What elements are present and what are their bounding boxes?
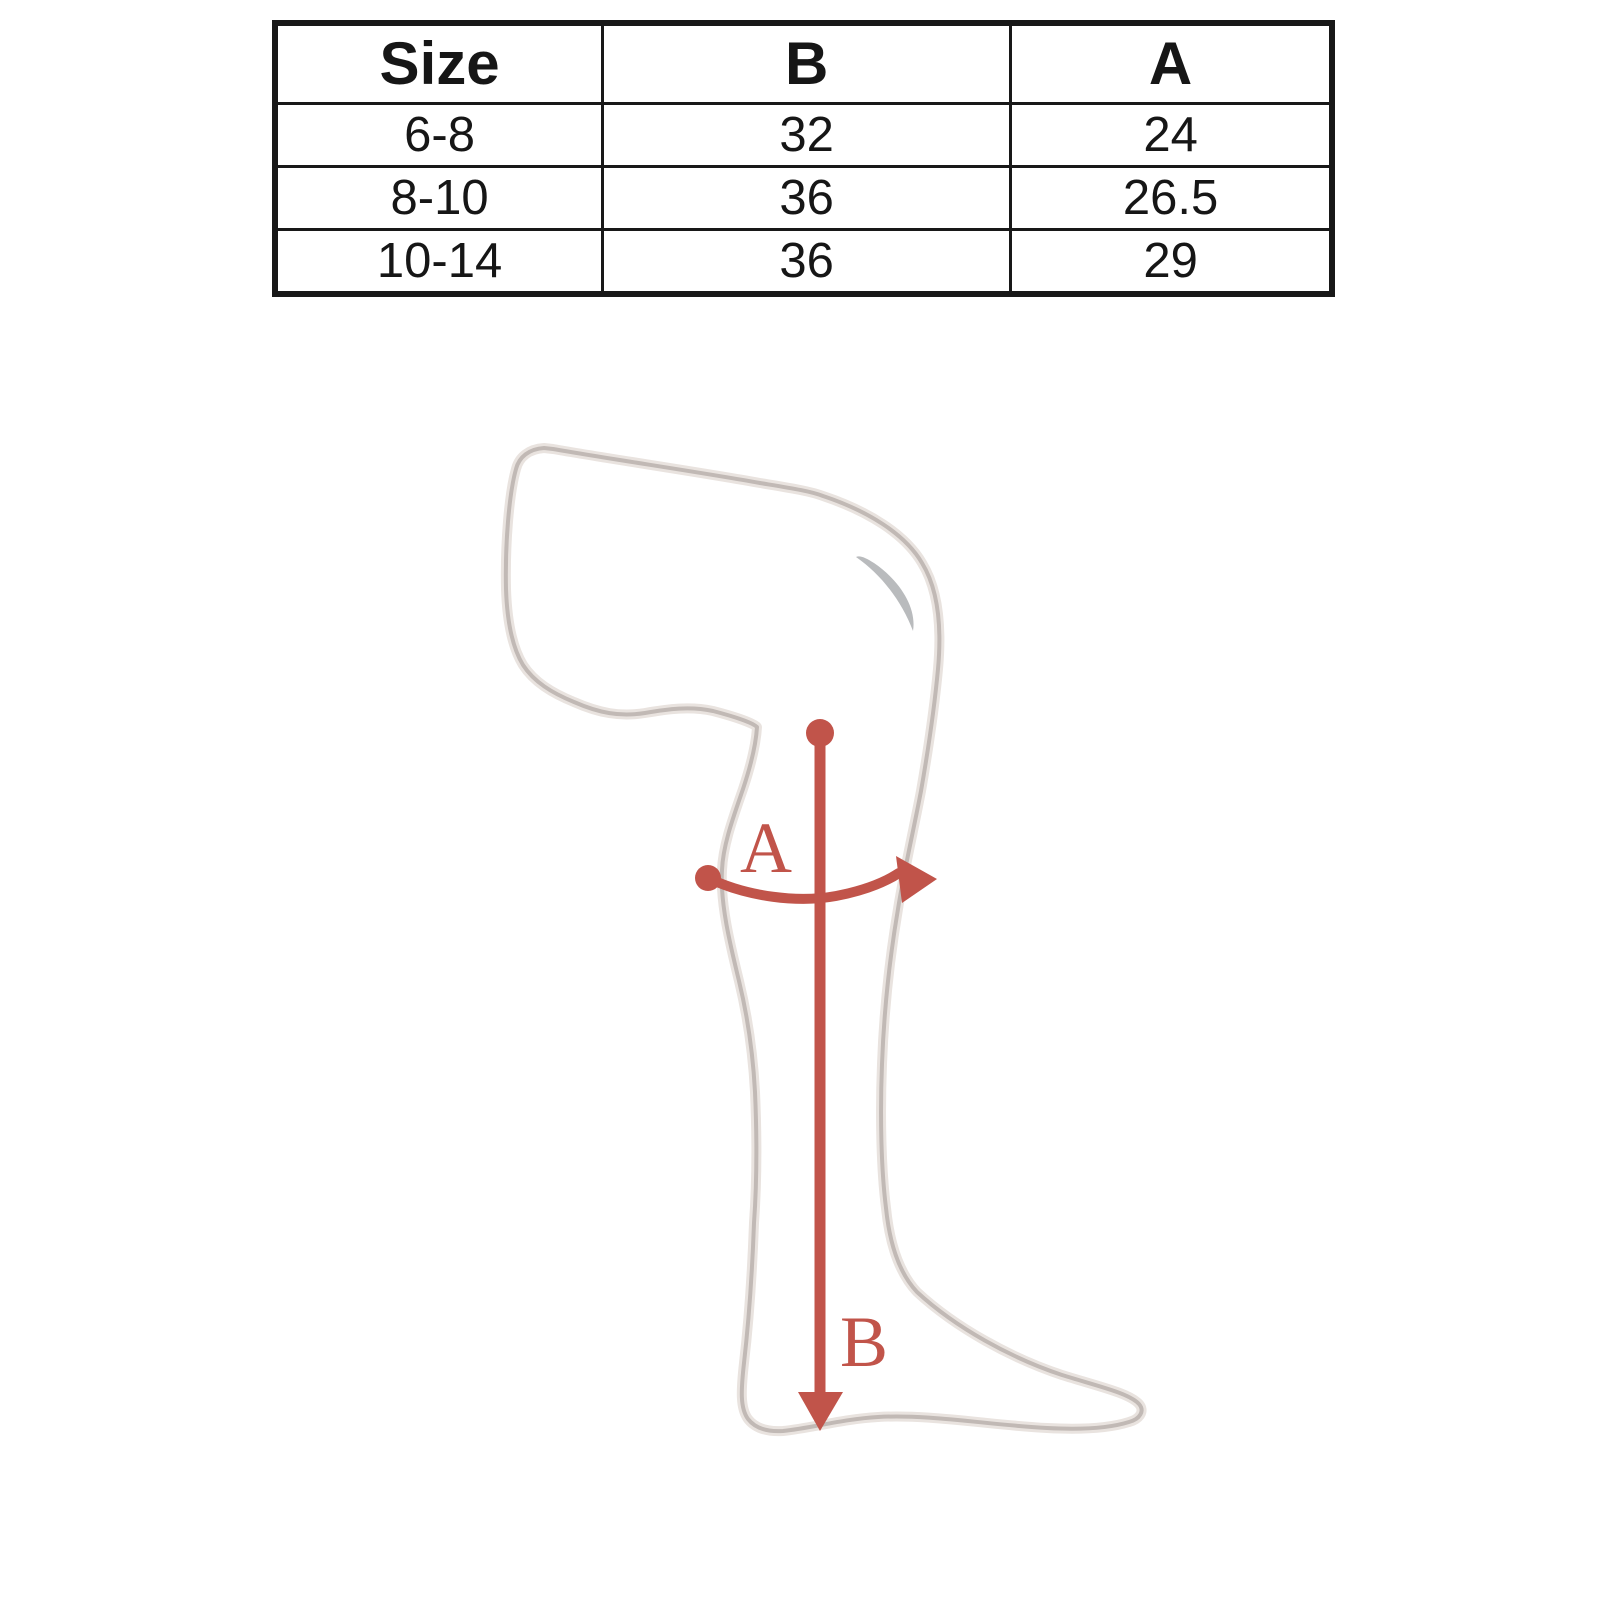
cell-size-range: 6-8 (275, 104, 603, 167)
cell-size-range: 10-14 (275, 230, 603, 295)
cell-a-value: 26.5 (1011, 167, 1332, 230)
label-a: A (740, 808, 792, 888)
cell-b-value: 32 (603, 104, 1011, 167)
cell-a-value: 29 (1011, 230, 1332, 295)
col-header-size: Size (275, 23, 603, 104)
cell-size-range: 8-10 (275, 167, 603, 230)
col-header-b: B (603, 23, 1011, 104)
cell-a-value: 24 (1011, 104, 1332, 167)
label-b: B (839, 1302, 889, 1382)
col-header-a: A (1011, 23, 1332, 104)
arrow-a-head (896, 856, 937, 903)
cell-b-value: 36 (603, 230, 1011, 295)
cell-b-value: 36 (603, 167, 1011, 230)
